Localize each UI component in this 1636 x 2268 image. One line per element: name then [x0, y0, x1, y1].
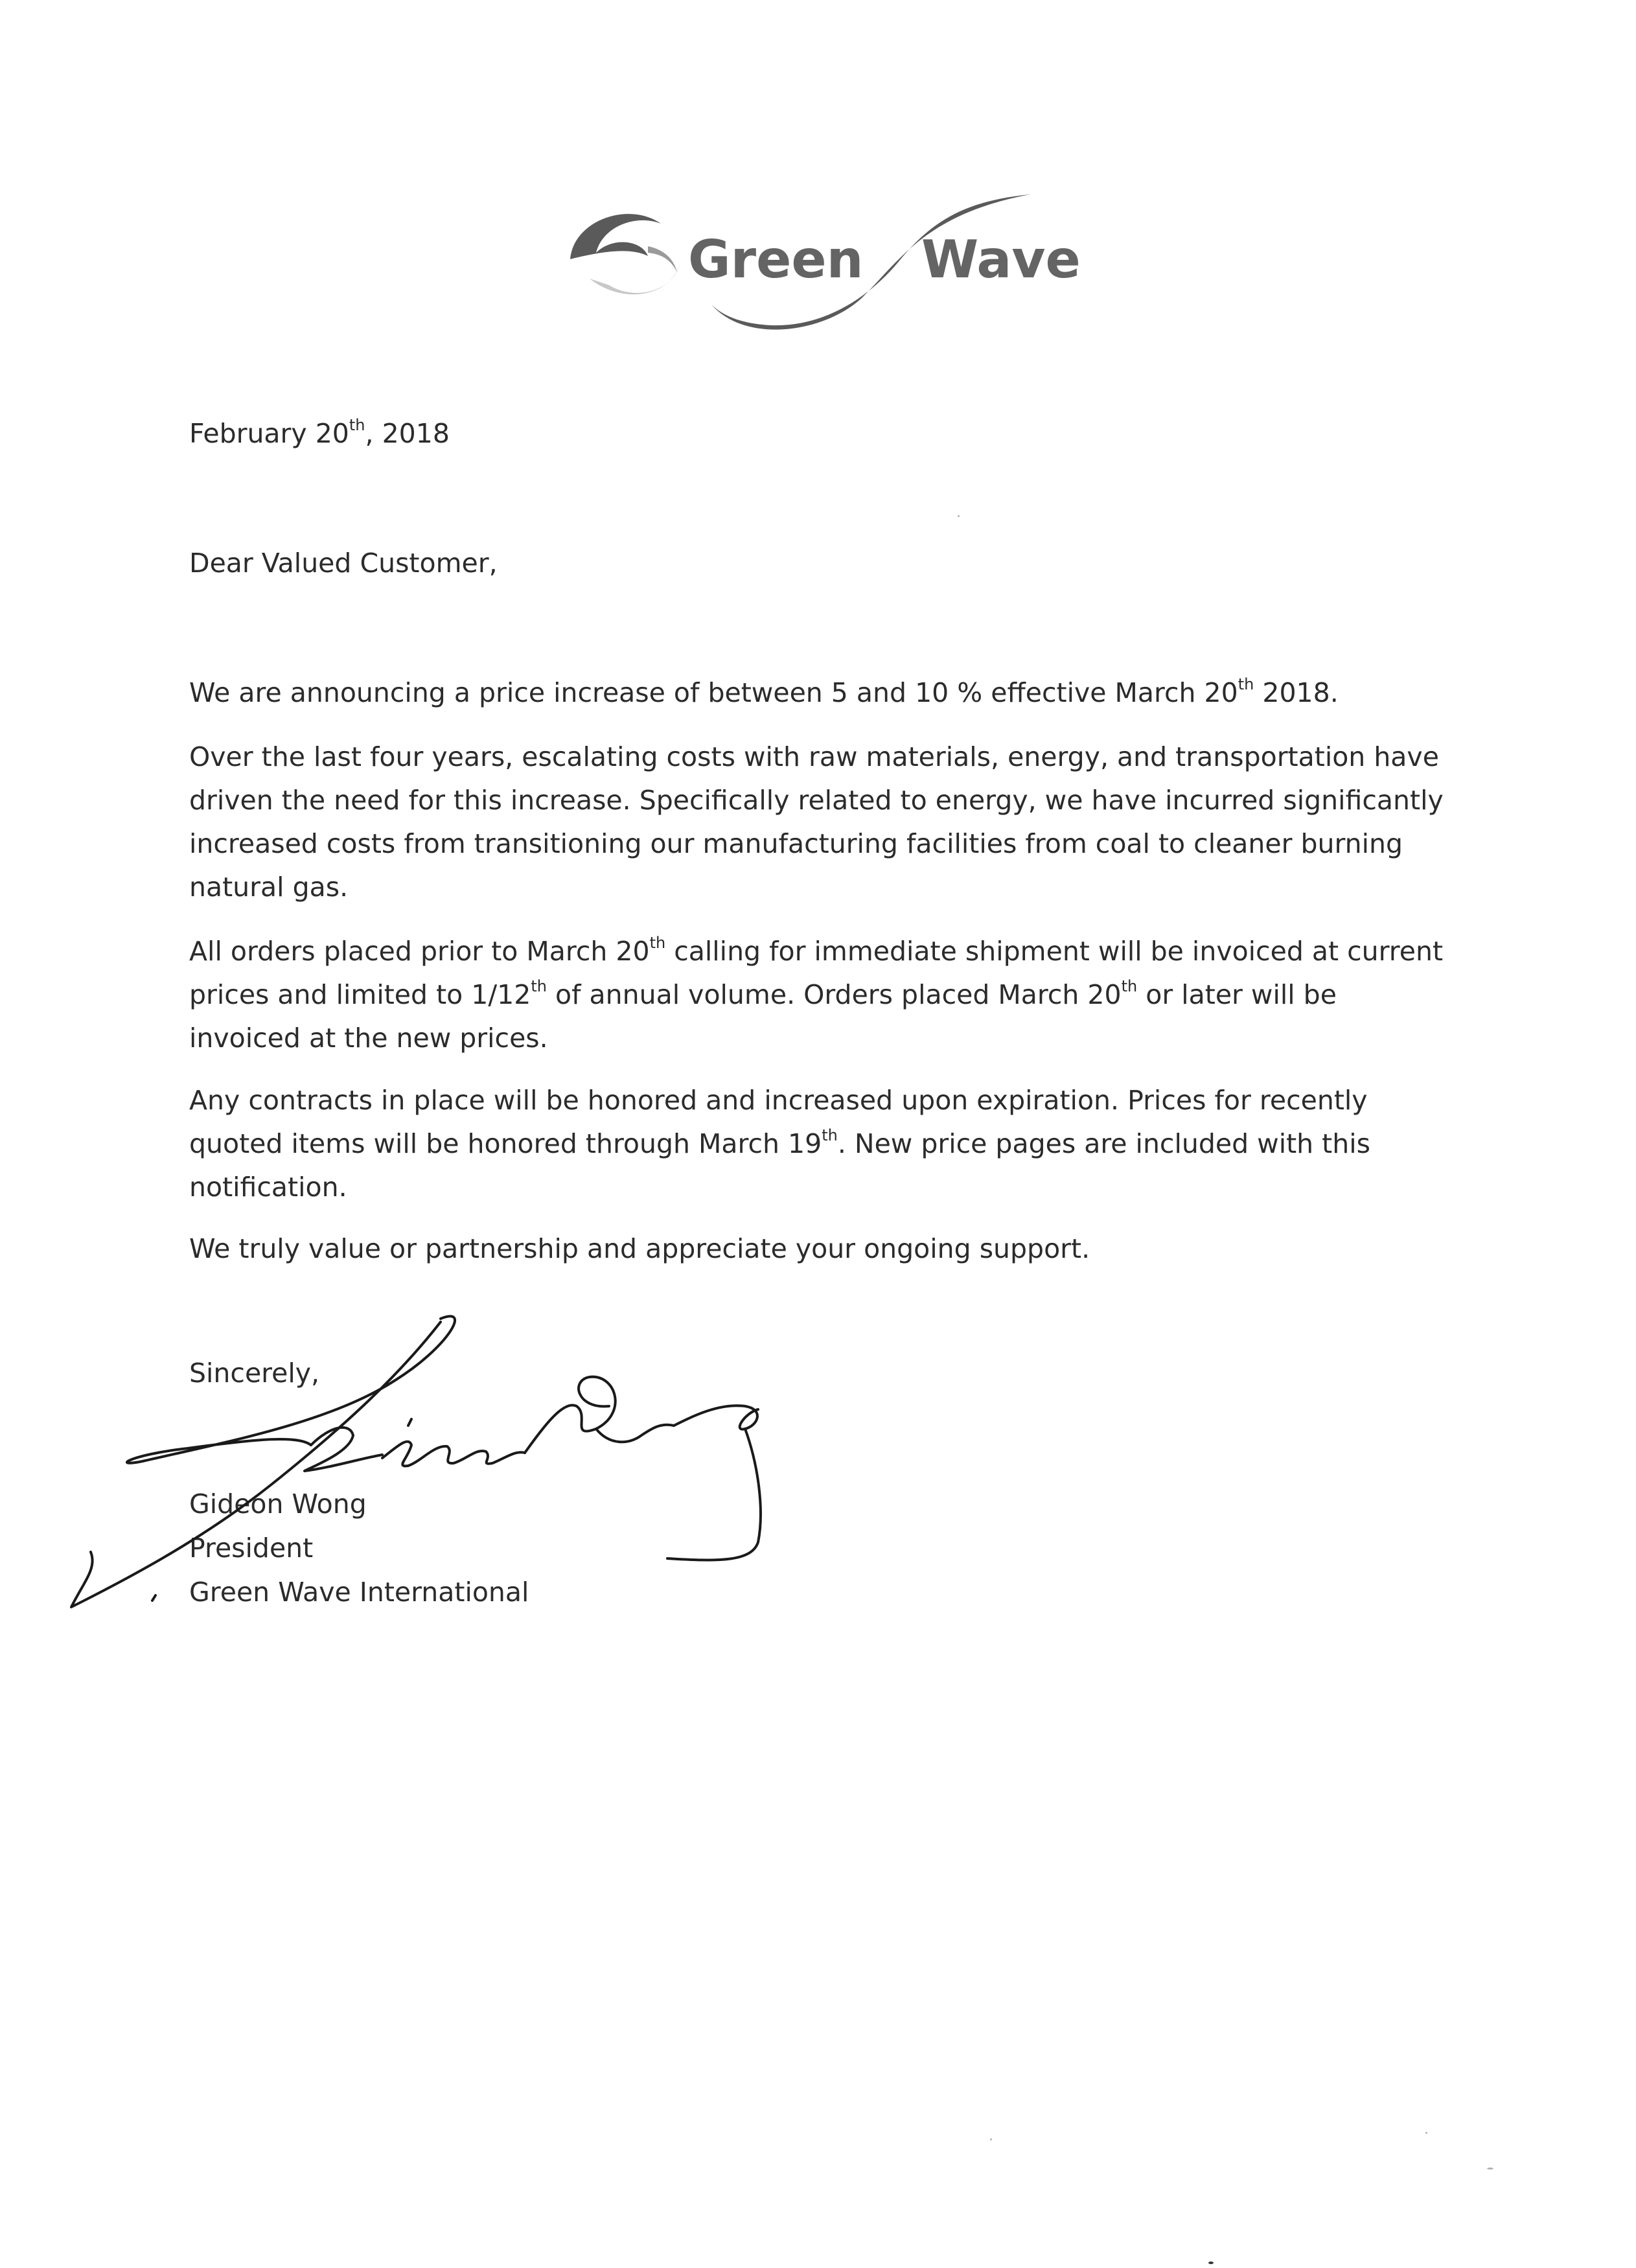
- p4-text-a: Any contracts in place will be honored and increased upon expiration. Prices for recently quoted items will be honored through March 19: [189, 1085, 1368, 1159]
- scan-speck: [1487, 2168, 1493, 2170]
- p1-text-b: 2018.: [1254, 677, 1339, 708]
- date-year: , 2018: [365, 418, 450, 449]
- paragraph-contracts: [189, 1079, 1453, 1209]
- p3-text-a: All orders placed prior to March 20: [189, 936, 650, 967]
- p3-ordinal-3: th: [1121, 977, 1138, 996]
- p1-ordinal: th: [1238, 675, 1254, 694]
- closing-sincerely: Sincerely,: [189, 1358, 320, 1389]
- p3-text-d: or later will be invoiced at the new prices.: [189, 979, 1337, 1054]
- logo-word-wave: Wave: [921, 229, 1081, 290]
- scan-speck: [1208, 2262, 1214, 2264]
- p3-ordinal-1: th: [649, 934, 666, 953]
- p4-ordinal: th: [822, 1126, 838, 1145]
- date-ordinal: th: [349, 416, 365, 435]
- scan-speck: [990, 2138, 992, 2140]
- scan-speck: [958, 515, 960, 517]
- paragraph-price-increase: [189, 671, 1453, 715]
- p3-text-c: of annual volume. Orders placed March 20: [546, 979, 1122, 1010]
- paragraph-orders: [189, 930, 1453, 1060]
- company-logo: [551, 175, 1082, 350]
- green-wave-logo-graphic: [551, 175, 1082, 350]
- p1-text-a: We are announcing a price increase of between 5 and 10 % effective March 20: [189, 677, 1238, 708]
- letter-greeting: Dear Valued Customer,: [189, 548, 498, 579]
- p3-text-b: calling for immediate shipment will be invoiced at current prices and limited to 1/12: [189, 936, 1444, 1010]
- signatory-title: President: [189, 1533, 314, 1564]
- handwritten-signature: [58, 1296, 868, 1633]
- paragraph-cost-reasons: Over the last four years, escalating costs with raw materials, energy, and transportation have driven the need for this increase. Specifically related to energy, we have incurred significantly increased costs from transitioning our manufacturing facilities from coal to cleaner burning natural gas.: [189, 741, 1444, 903]
- logo-word-green: Green: [688, 229, 864, 290]
- letter-date: [189, 412, 450, 456]
- paragraph-thanks: We truly value or partnership and appreciate your ongoing support.: [189, 1233, 1090, 1264]
- date-month-day: February 20: [189, 418, 349, 449]
- scan-speck: [1425, 2132, 1427, 2134]
- signatory-name: Gideon Wong: [189, 1488, 367, 1520]
- signatory-company: Green Wave International: [189, 1577, 529, 1608]
- p3-ordinal-2: th: [531, 977, 547, 996]
- p4-text-b: . New price pages are included with this notification.: [189, 1128, 1370, 1203]
